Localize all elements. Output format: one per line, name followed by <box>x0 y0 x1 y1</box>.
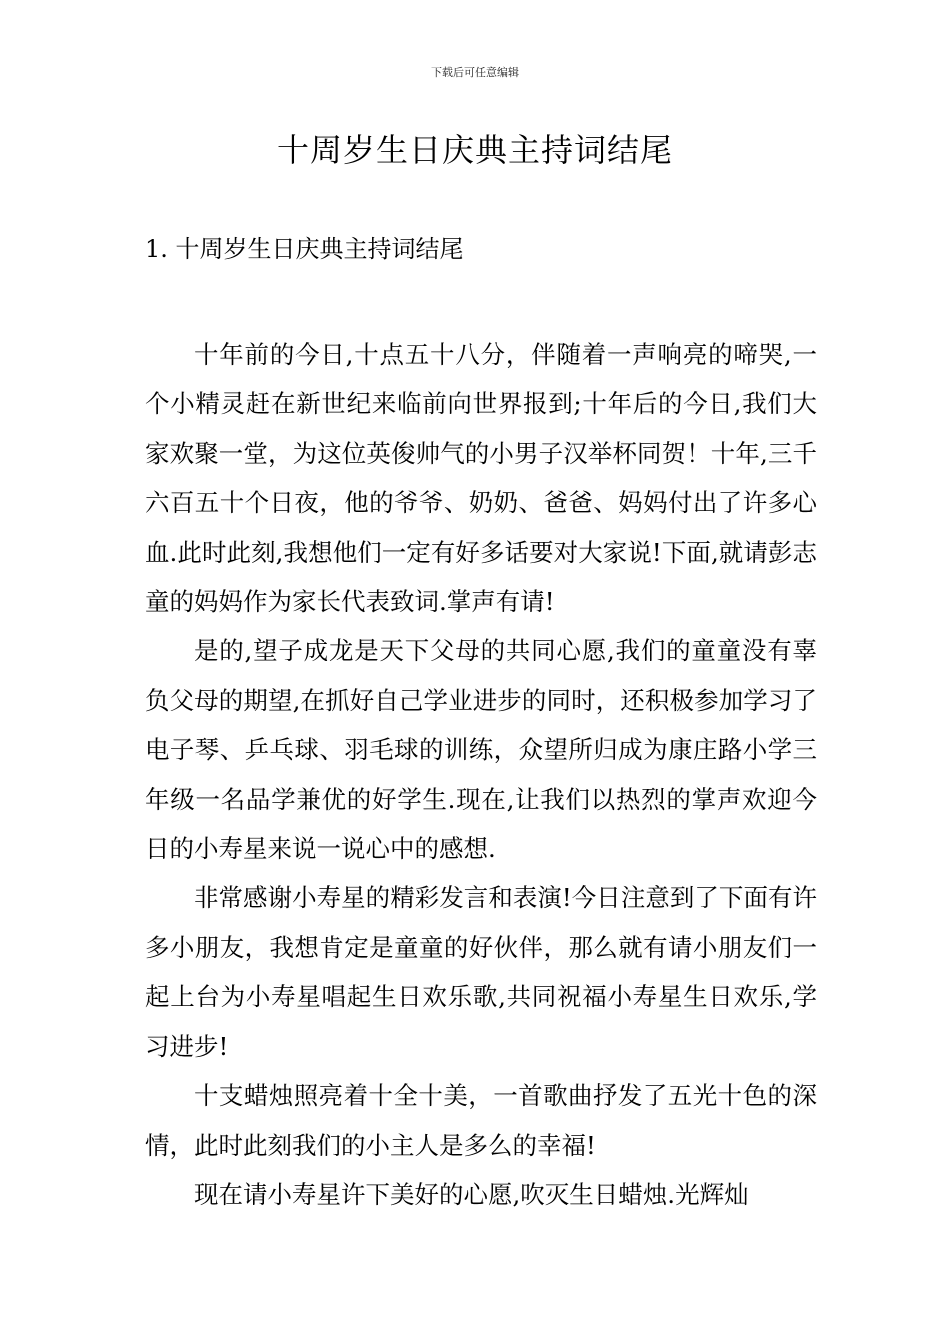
section-heading: 1. 十周岁生日庆典主持词结尾 <box>145 235 464 263</box>
document-body <box>145 330 817 1219</box>
paragraph-2: 是的,望子成龙是天下父母的共同心愿,我们的童童没有辜负父母的期望,在抓好自己学业进步的同时，还积极参加学习了电子琴、乒乓球、羽毛球的训练，众望所归成为康庄路小学三年级一名品学兼优的好学生.现在,让我们以热烈的掌声欢迎今日的小寿星来说一说心中的感想. <box>145 636 817 864</box>
paragraph-4: 十支蜡烛照亮着十全十美，一首歌曲抒发了五光十色的深情，此时此刻我们的小主人是多么的幸福! <box>145 1081 817 1160</box>
document-title: 十周岁生日庆典主持词结尾 <box>276 131 673 169</box>
paragraph-1: 十年前的今日,十点五十八分，伴随着一声响亮的啼哭,一个小精灵赶在新世纪来临前向世界报到;十年后的今日,我们大家欢聚一堂，为这位英俊帅气的小男子汉举杯同贺！十年,三千六百五十个日夜，他的爷爷、奶奶、爸爸、妈妈付出了许多心血.此时此刻,我想他们一定有好多话要对大家说!下面,就请彭志童的妈妈作为家长代表致词.掌声有请! <box>145 340 817 617</box>
paragraph-3: 非常感谢小寿星的精彩发言和表演!今日注意到了下面有许多小朋友，我想肯定是童童的好伙伴，那么就有请小朋友们一起上台为小寿星唱起生日欢乐歌,共同祝福小寿星生日欢乐,学习进步! <box>145 883 817 1061</box>
paragraph-5: 现在请小寿星许下美好的心愿,吹灭生日蜡烛.光辉灿 <box>194 1179 749 1209</box>
header-note: 下载后可任意编辑 <box>431 66 519 79</box>
